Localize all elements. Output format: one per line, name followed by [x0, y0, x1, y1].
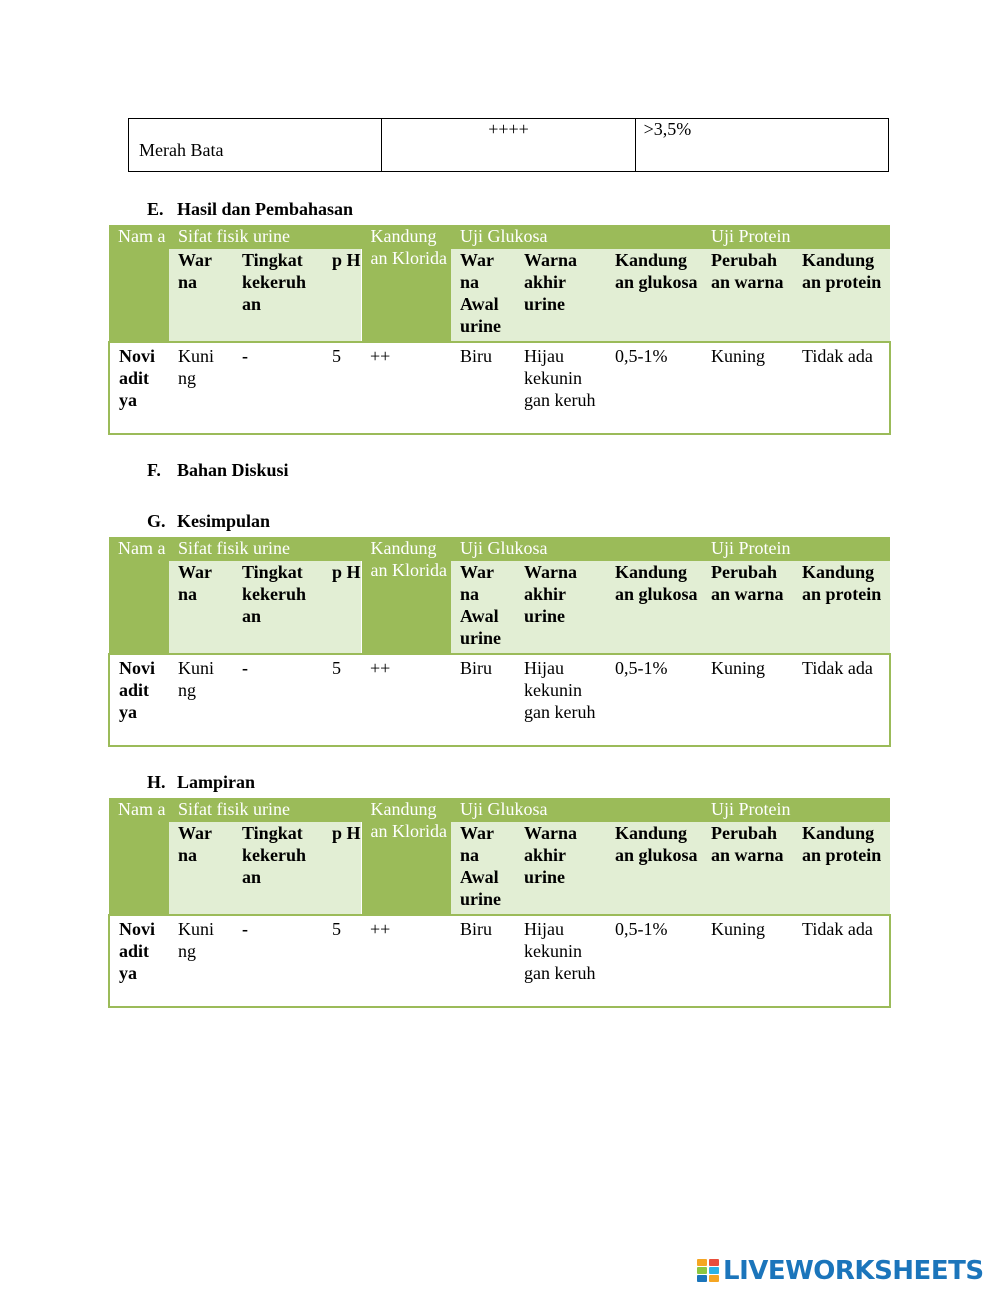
header-klorida: Kandung an Klorida [361, 798, 451, 915]
cell-kandungan-protein: Tidak ada [793, 342, 890, 434]
header-uji-glukosa: Uji Glukosa [451, 798, 702, 822]
cell-kekeruhan: - [233, 342, 323, 434]
logo-block [697, 1275, 707, 1282]
section-title: Bahan Diskusi [177, 460, 289, 480]
cell-warna: Kuni ng [169, 654, 233, 746]
header-sifat-fisik: Sifat fisik urine [169, 225, 361, 249]
subheader-row [109, 822, 890, 915]
table-row [109, 654, 890, 746]
section-letter: G. [147, 511, 166, 531]
subheader-row [109, 249, 890, 342]
cell-kandungan-glukosa: 0,5-1% [606, 915, 702, 1007]
cell-warna-akhir: Hijau kekunin gan keruh [515, 915, 606, 1007]
header-klorida: Kandung an Klorida [361, 225, 451, 342]
results-table-e [108, 225, 891, 435]
section-letter: E. [147, 199, 164, 219]
header-nama: Nam a [109, 537, 169, 654]
cell-warna-akhir: Hijau kekunin gan keruh [515, 654, 606, 746]
subheader-warna-awal: War na Awal urine [451, 561, 515, 654]
cell-perubahan-warna: Kuning [702, 342, 793, 434]
cell-warna: Kuni ng [169, 342, 233, 434]
cell-warna-akhir: Hijau kekunin gan keruh [515, 342, 606, 434]
header-nama: Nam a [109, 798, 169, 915]
header-nama: Nam a [109, 225, 169, 342]
cell-klorida: ++ [361, 654, 451, 746]
header-uji-glukosa: Uji Glukosa [451, 225, 702, 249]
subheader-kekeruhan: Tingkat kekeruh an [233, 561, 323, 654]
subheader-kandungan-protein: Kandung an protein [793, 249, 890, 342]
cell-ph: 5 [323, 915, 361, 1007]
results-table-g [108, 537, 891, 747]
subheader-kandungan-glukosa: Kandung an glukosa [606, 561, 702, 654]
cell-warna: Kuni ng [169, 915, 233, 1007]
logo-text: LIVEWORKSHEETS [723, 1256, 984, 1286]
section-letter: H. [147, 772, 166, 792]
logo-block [709, 1259, 719, 1266]
cell-kandungan-protein: Tidak ada [793, 654, 890, 746]
subheader-row [109, 561, 890, 654]
header-uji-protein: Uji Protein [702, 798, 890, 822]
cell-kandungan-protein: Tidak ada [793, 915, 890, 1007]
section-letter: F. [147, 460, 161, 480]
header-sifat-fisik: Sifat fisik urine [169, 798, 361, 822]
header-klorida: Kandung an Klorida [361, 537, 451, 654]
subheader-kandungan-protein: Kandung an protein [793, 561, 890, 654]
cell-klorida: ++ [361, 342, 451, 434]
logo-block [697, 1267, 707, 1274]
top-table [128, 118, 889, 172]
subheader-kandungan-glukosa: Kandung an glukosa [606, 249, 702, 342]
cell-nama: Novi adit ya [109, 654, 169, 746]
subheader-warna: War na [169, 249, 233, 342]
table-row [109, 342, 890, 434]
logo-block [709, 1275, 719, 1282]
subheader-perubahan-warna: Perubah an warna [702, 822, 793, 915]
section-title: Hasil dan Pembahasan [177, 199, 354, 219]
table-row [129, 119, 889, 172]
subheader-warna: War na [169, 561, 233, 654]
header-row [109, 798, 890, 822]
cell-nama: Novi adit ya [109, 342, 169, 434]
cell-nama: Novi adit ya [109, 915, 169, 1007]
cell-ph: 5 [323, 654, 361, 746]
subheader-warna: War na [169, 822, 233, 915]
subheader-kandungan-glukosa: Kandung an glukosa [606, 822, 702, 915]
section-heading-e [147, 199, 353, 220]
subheader-ph: p H [323, 822, 361, 915]
subheader-warna-akhir: Warna akhir urine [515, 249, 606, 342]
results-table-h [108, 798, 891, 1008]
cell-ph: 5 [323, 342, 361, 434]
header-sifat-fisik: Sifat fisik urine [169, 537, 361, 561]
subheader-kekeruhan: Tingkat kekeruh an [233, 822, 323, 915]
logo-block [697, 1259, 707, 1266]
subheader-warna-akhir: Warna akhir urine [515, 822, 606, 915]
table-row [109, 915, 890, 1007]
cell-warna-awal: Biru [451, 342, 515, 434]
logo-block [709, 1267, 719, 1274]
logo-blocks-icon [697, 1259, 719, 1283]
cell-warna-awal: Biru [451, 654, 515, 746]
section-heading-h [147, 772, 255, 793]
cell-color: Merah Bata [129, 119, 382, 172]
section-title: Kesimpulan [177, 511, 271, 531]
section-title: Lampiran [177, 772, 256, 792]
subheader-warna-akhir: Warna akhir urine [515, 561, 606, 654]
cell-warna-awal: Biru [451, 915, 515, 1007]
liveworksheets-logo [697, 1256, 984, 1286]
cell-kekeruhan: - [233, 654, 323, 746]
cell-level: ++++ [382, 119, 635, 172]
cell-kekeruhan: - [233, 915, 323, 1007]
header-uji-protein: Uji Protein [702, 225, 890, 249]
cell-kandungan-glukosa: 0,5-1% [606, 342, 702, 434]
cell-percentage: >3,5% [635, 119, 888, 172]
subheader-ph: p H [323, 561, 361, 654]
subheader-perubahan-warna: Perubah an warna [702, 561, 793, 654]
section-heading-f [147, 460, 289, 481]
cell-kandungan-glukosa: 0,5-1% [606, 654, 702, 746]
cell-klorida: ++ [361, 915, 451, 1007]
subheader-perubahan-warna: Perubah an warna [702, 249, 793, 342]
section-heading-g [147, 511, 270, 532]
subheader-warna-awal: War na Awal urine [451, 249, 515, 342]
subheader-kandungan-protein: Kandung an protein [793, 822, 890, 915]
header-row [109, 225, 890, 249]
subheader-ph: p H [323, 249, 361, 342]
header-row [109, 537, 890, 561]
header-uji-glukosa: Uji Glukosa [451, 537, 702, 561]
cell-perubahan-warna: Kuning [702, 915, 793, 1007]
cell-perubahan-warna: Kuning [702, 654, 793, 746]
header-uji-protein: Uji Protein [702, 537, 890, 561]
subheader-kekeruhan: Tingkat kekeruh an [233, 249, 323, 342]
subheader-warna-awal: War na Awal urine [451, 822, 515, 915]
